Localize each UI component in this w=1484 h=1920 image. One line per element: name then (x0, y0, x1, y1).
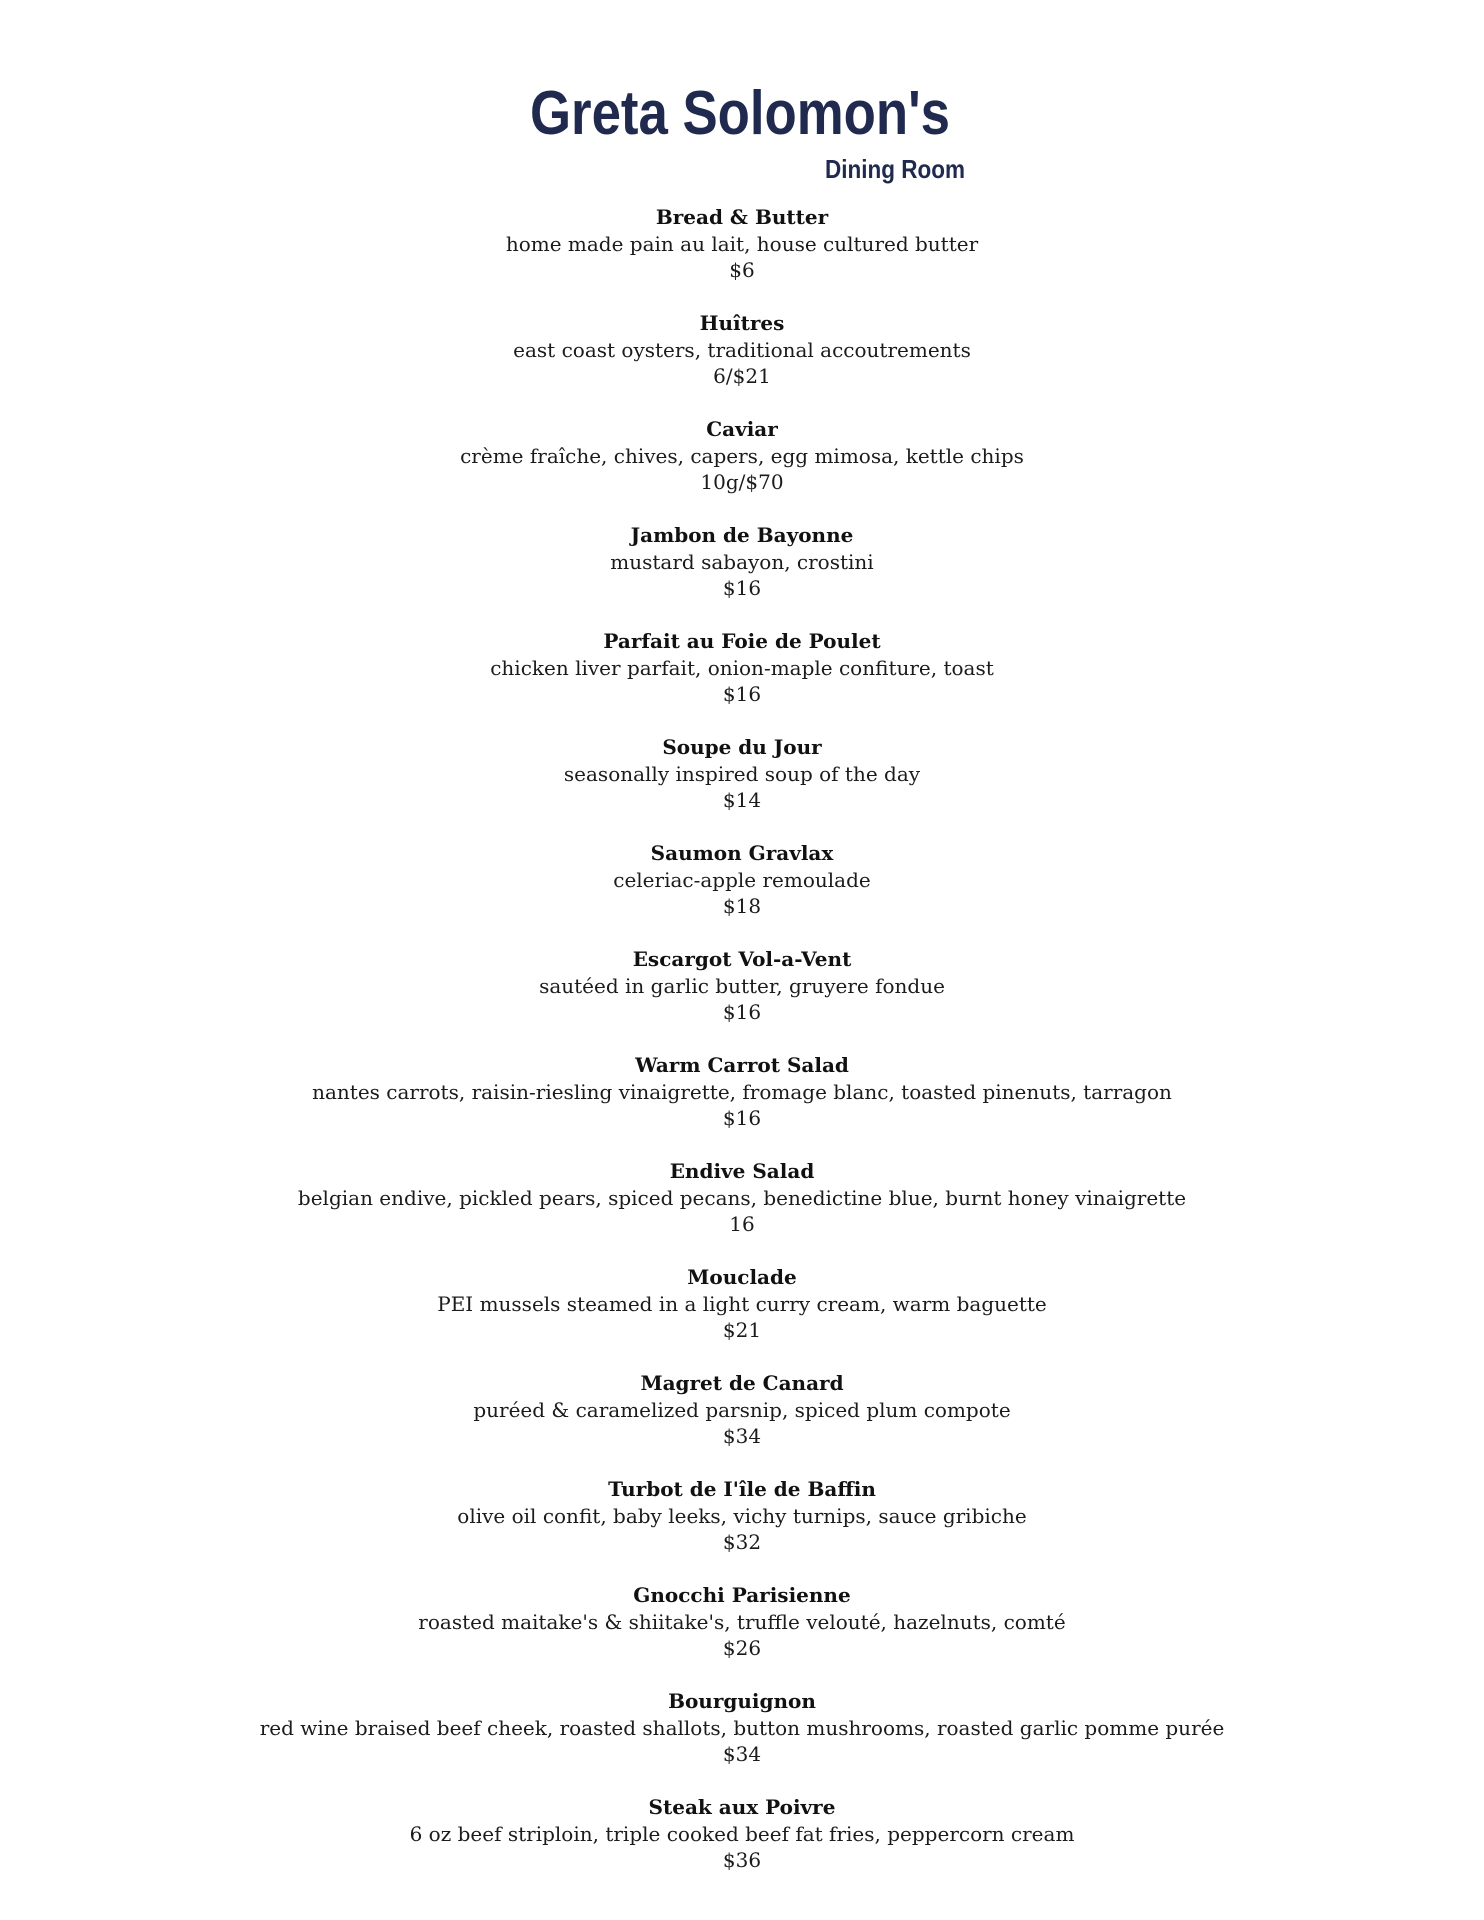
menu-item-description: 6 oz beef striploin, triple cooked beef fat fries, peppercorn cream (409, 1822, 1075, 1846)
menu-item-name: Jambon de Bayonne (630, 523, 854, 547)
menu-item (0, 1578, 1484, 1684)
menu-item-description: chicken liver parfait, onion-maple confiture, toast (490, 656, 994, 680)
menu-item-name: Caviar (706, 417, 778, 441)
menu-item-price: $16 (722, 682, 762, 706)
menu-item-price: 10g/$70 (700, 470, 784, 494)
menu-item-description: nantes carrots, raisin-riesling vinaigrette, fromage blanc, toasted pinenuts, tarragon (312, 1080, 1172, 1104)
menu-item (0, 412, 1484, 518)
menu-item (0, 1260, 1484, 1366)
logo-wordmark-graphic (520, 56, 980, 206)
menu-item-price: $34 (722, 1742, 762, 1766)
menu-item-description: sautéed in garlic butter, gruyere fondue (539, 974, 945, 998)
menu-list (0, 200, 1484, 1896)
menu-item-name: Endive Salad (669, 1159, 815, 1183)
menu-item-description: belgian endive, pickled pears, spiced pecans, benedictine blue, burnt honey vinaigrette (297, 1186, 1187, 1210)
menu-item-price: 6/$21 (713, 364, 771, 388)
menu-item-price: $26 (722, 1636, 762, 1660)
menu-item-price: 16 (729, 1212, 755, 1236)
menu-item (0, 1684, 1484, 1790)
menu-item (0, 1790, 1484, 1896)
menu-item-name: Steak aux Poivre (648, 1795, 836, 1819)
menu-item (0, 518, 1484, 624)
menu-item-price: $16 (722, 1106, 762, 1130)
menu-item (0, 1048, 1484, 1154)
menu-item-price: $21 (722, 1318, 762, 1342)
menu-item-description: east coast oysters, traditional accoutrements (513, 338, 971, 362)
menu-item (0, 1154, 1484, 1260)
menu-item-description: seasonally inspired soup of the day (563, 762, 921, 786)
menu-item-name: Turbot de I'île de Baffin (608, 1477, 876, 1501)
logo-name-text: Greta Solomon's (530, 79, 950, 148)
menu-item (0, 624, 1484, 730)
menu-item (0, 942, 1484, 1048)
menu-item-description: mustard sabayon, crostini (610, 550, 874, 574)
restaurant-logo (520, 56, 980, 206)
menu-item-price: $16 (722, 1000, 762, 1024)
menu-item-name: Mouclade (687, 1265, 797, 1289)
menu-item-name: Bread & Butter (655, 205, 829, 229)
menu-item-price: $36 (722, 1848, 762, 1872)
menu-item (0, 1366, 1484, 1472)
menu-item-name: Saumon Gravlax (650, 841, 834, 865)
menu-item-price: $6 (729, 258, 755, 282)
menu-item-price: $34 (722, 1424, 762, 1448)
menu-item-description: home made pain au lait, house cultured butter (505, 232, 979, 256)
menu-item-description: crème fraîche, chives, capers, egg mimosa, kettle chips (460, 444, 1024, 468)
menu-item (0, 730, 1484, 836)
menu-item-description: olive oil confit, baby leeks, vichy turnips, sauce gribiche (457, 1504, 1027, 1528)
menu-item-name: Magret de Canard (640, 1371, 844, 1395)
menu-item-name: Escargot Vol-a-Vent (632, 947, 852, 971)
menu-item-price: $18 (722, 894, 762, 918)
menu-item-price: $32 (722, 1530, 762, 1554)
menu-item (0, 1472, 1484, 1578)
menu-item-description: puréed & caramelized parsnip, spiced plum compote (473, 1398, 1011, 1422)
menu-item-name: Bourguignon (668, 1689, 816, 1713)
menu-item-price: $16 (722, 576, 762, 600)
menu-item-name: Warm Carrot Salad (635, 1053, 849, 1077)
menu-item-description: red wine braised beef cheek, roasted shallots, button mushrooms, roasted garlic pomme purée (259, 1716, 1225, 1740)
menu-item-description: PEI mussels steamed in a light curry cream, warm baguette (437, 1292, 1047, 1316)
menu-item-name: Huîtres (699, 311, 785, 335)
menu-item (0, 200, 1484, 306)
menu-item (0, 306, 1484, 412)
menu-item-description: celeriac-apple remoulade (613, 868, 871, 892)
menu-item-name: Gnocchi Parisienne (633, 1583, 851, 1607)
menu-item-name: Soupe du Jour (662, 735, 822, 759)
logo-subtitle-text: Dining Room (825, 154, 965, 184)
menu-item-description: roasted maitake's & shiitake's, truffle velouté, hazelnuts, comté (418, 1610, 1066, 1634)
menu-item (0, 836, 1484, 942)
menu-item-price: $14 (722, 788, 762, 812)
menu-item-name: Parfait au Foie de Poulet (603, 629, 881, 653)
